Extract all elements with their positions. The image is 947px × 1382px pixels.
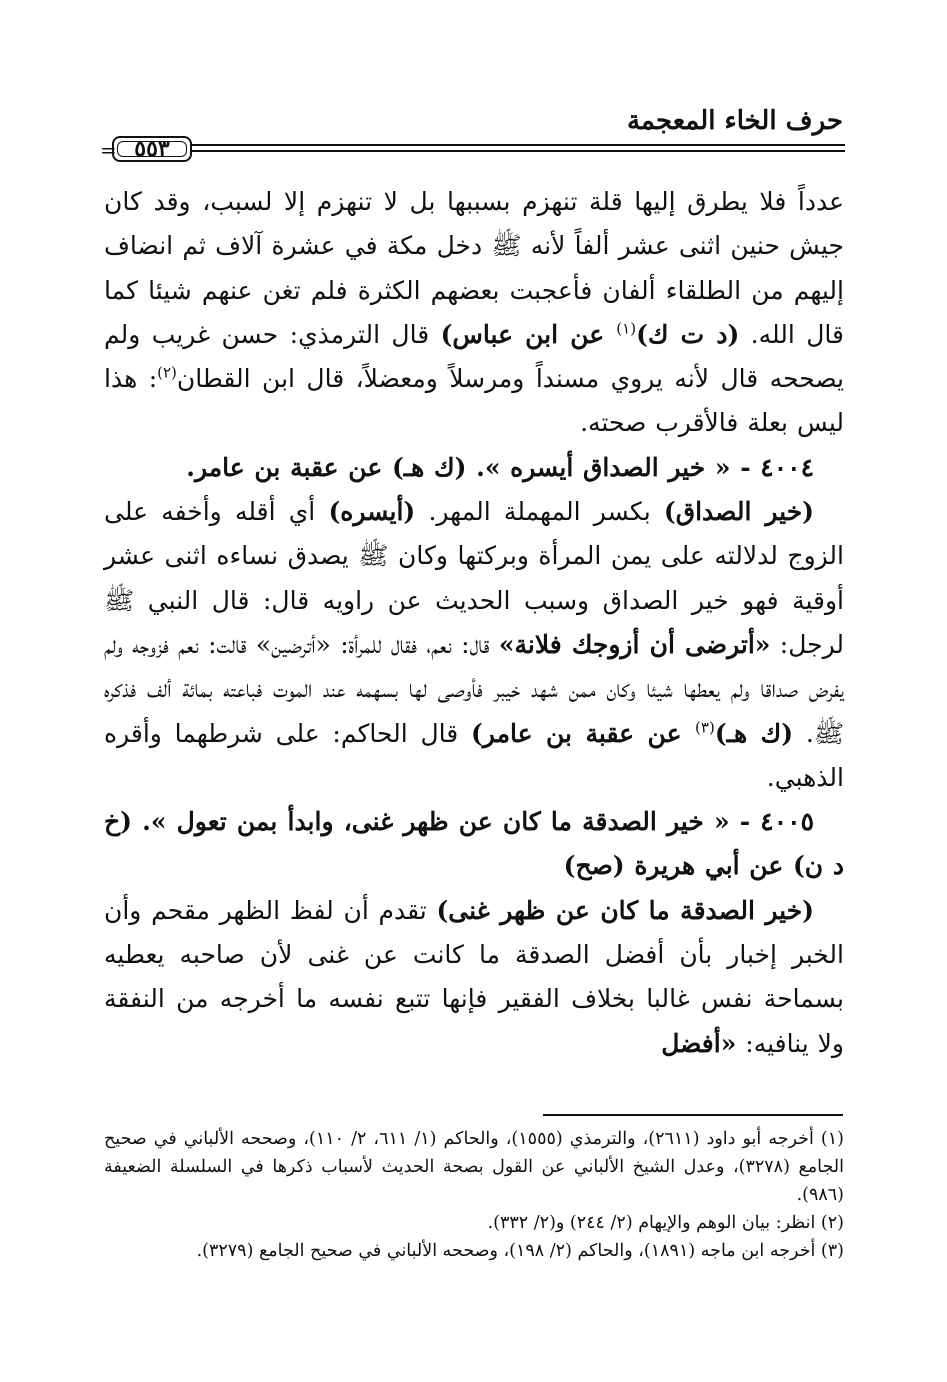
- text-run: تقدم أن لفظ الظهر مقحم وأن الخبر إخبار بأن أفضل الصدقة ما كانت عن غنى لأن صاحبه يعطيه بسماحة نفس غالبا بخلاف الفقير فإنها تتبع نفسه ما أخرجه من النفقة ولا ينافيه:: [104, 895, 844, 1058]
- footnote-2: (٢) انظر: بيان الوهم والإيهام (٢/ ٢٤٤) و(٢/ ٣٣٢).: [487, 1213, 844, 1233]
- header-rule: [100, 136, 845, 164]
- bold-text: (ك هـ): [714, 718, 794, 748]
- bold-text: عن ابن عباس): [440, 319, 617, 349]
- footnote-3: (٣) أخرجه ابن ماجه (١٨٩١)، والحاكم (٢/ ١٩٨)، وصححه الألباني في صحيح الجامع (٣٢٧٩).: [196, 1241, 844, 1261]
- text-run: أي أقله وأخفه على الزوج لدلالته على يمن المرأة وبركتها وكان ﷺ يصدق نساءه اثنى عشر أوقية فهو خير الصداق وسبب الحديث عن راويه قال: قال النبي ﷺ لرجل:: [104, 497, 844, 659]
- page-number: ٥٥٣: [112, 136, 192, 162]
- bold-text: (د ت ك): [636, 319, 740, 349]
- bold-text: ٤٠٠٥ - « خير الصدقة ما كان عن ظهر غنى، وابدأ بمن تعول ». (خ د ن) عن أبي هريرة (صح): [104, 807, 844, 881]
- text-run: قال الحاكم: على شرطهما وأقره الذهبي.: [104, 718, 844, 792]
- paragraph: [104, 800, 844, 889]
- footnote-marker: (١): [616, 319, 637, 338]
- footnotes: [104, 1125, 844, 1265]
- bold-text: (خير الصدقة ما كان عن ظهر غنى): [436, 895, 814, 925]
- bold-text: «أفضل: [661, 1028, 737, 1058]
- text-run: قال: نعم، فقال للمرأة: «أترضين» قالت: نعم فزوجه ولم يفرض صداقا ولم يعطها شيئا وكان ممن شهد خيبر فأوصى لها بسهمه عند الموت فباعته بمائة ألف فذكره ﷺ.: [104, 629, 845, 748]
- footnote-separator: [543, 1114, 843, 1116]
- paragraph: [104, 446, 844, 490]
- bold-text: «أترضى أن أزوجك فلانة»: [498, 629, 771, 659]
- paragraph: [104, 490, 844, 800]
- bold-text: (خير الصداق): [663, 497, 814, 527]
- bold-text: ٤٠٠٤ - « خير الصداق أيسره ». (ك هـ) عن عقبة بن عامر.: [186, 452, 814, 482]
- paragraph: [104, 889, 844, 1066]
- text-run: قال الترمذي: حسن غريب ولم يصححه قال لأنه يروي مسنداً ومرسلاً ومعضلاً، قال ابن القطان: [104, 319, 844, 394]
- text-run: بكسر المهملة المهر.: [415, 497, 664, 527]
- running-title: حرف الخاء المعجمة: [626, 106, 843, 136]
- text-run: عدداً فلا يطرق إليها قلة تنهزم بسببها بل لا تنهزم إلا لسبب، وقد كان جيش حنين اثنى عشر ألفاً لأنه ﷺ دخل مكة في عشرة آلاف ثم انضاف إليهم من الطلقاء ألفان فأعجبت بعضهم الكثرة فلم تغن عنهم شيئا كما قال الله.: [104, 187, 844, 349]
- paragraph: [104, 180, 844, 446]
- bold-text: عن عقبة بن عامر): [470, 718, 696, 748]
- footnote-marker: (٣): [695, 718, 715, 737]
- text-run: : هذا ليس بعلة فالأقرب صحته.: [104, 364, 844, 438]
- double-rule: [192, 144, 845, 154]
- main-text: [104, 180, 844, 1066]
- footnote-marker: (٢): [157, 363, 177, 382]
- header-dash: =: [100, 138, 117, 162]
- bold-text: (أيسره): [328, 497, 416, 527]
- footnote-1: (١) أخرجه أبو داود (٢٦١١)، والترمذي (١٥٥٥)، والحاكم (١/ ٦١١، ٢/ ١١٠)، وصححه الألباني في صحيح الجامع (٣٢٧٨)، وعدل الشيخ الألباني عن القول بصحة الحديث لأسباب ذكرها في السلسلة الضعيفة (٩٨٦).: [104, 1129, 844, 1205]
